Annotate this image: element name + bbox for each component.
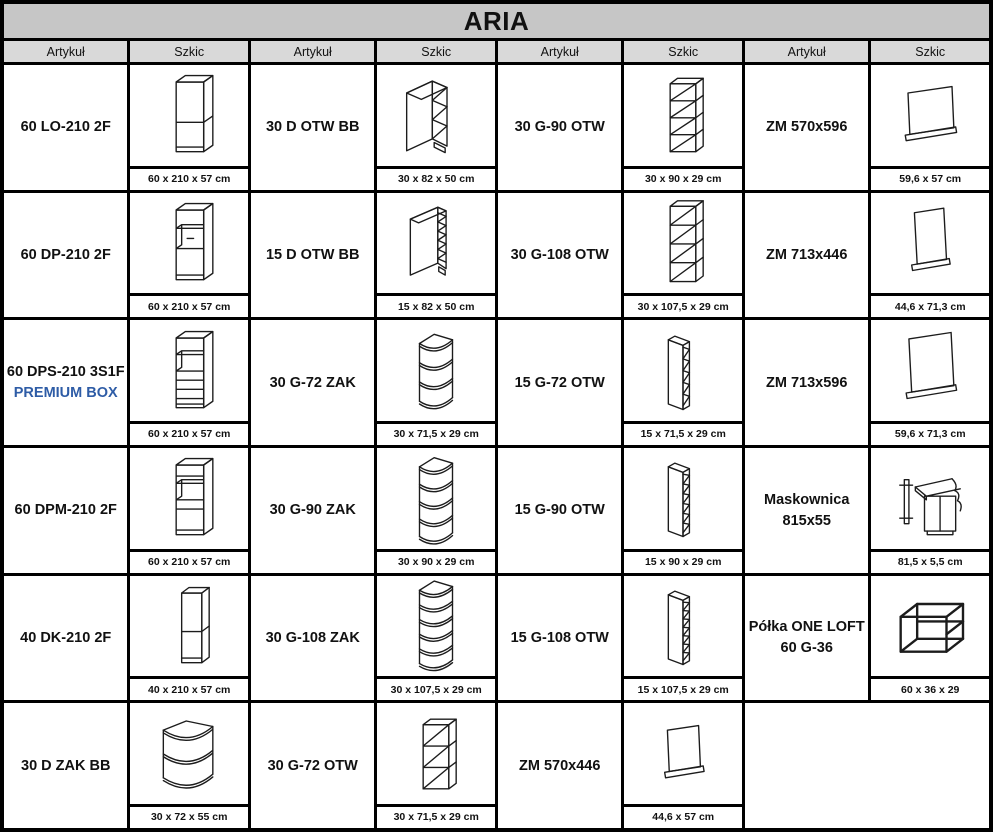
- article-label: 60 DP-210 2F: [20, 246, 111, 263]
- article-cell: [498, 576, 621, 701]
- article-cell: [251, 320, 374, 445]
- article-cell: [498, 320, 621, 445]
- sketch-cell: [130, 65, 248, 190]
- dims-caption: 30 x 107,5 x 29 cm: [377, 676, 495, 700]
- article-cell: [745, 65, 868, 190]
- article-label: 60 DPM-210 2F: [14, 502, 117, 519]
- dims-caption: 60 x 36 x 29: [871, 676, 989, 700]
- sketch-cell: [624, 576, 742, 701]
- sketch-zak-5: [377, 576, 495, 677]
- sketch-cell: [624, 320, 742, 445]
- empty-cell: [745, 703, 989, 828]
- article-label: ZM 570x596: [766, 119, 848, 136]
- article-label: 60 DPS-210 3S1F: [6, 364, 125, 381]
- article-label: 15 G-72 OTW: [514, 374, 605, 391]
- dims-caption: 44,6 x 71,3 cm: [871, 293, 989, 317]
- dims-caption: 30 x 72 x 55 cm: [130, 804, 248, 828]
- sketch-zak-4: [377, 448, 495, 549]
- dims-caption: 15 x 82 x 50 cm: [377, 293, 495, 317]
- article-cell: [745, 193, 868, 318]
- article-label: 40 DK-210 2F: [20, 629, 112, 646]
- dims-caption: 30 x 107,5 x 29 cm: [624, 293, 742, 317]
- article-label: 15 G-108 OTW: [510, 629, 609, 646]
- dims-caption: 60 x 210 x 57 cm: [130, 166, 248, 190]
- sketch-tall-lo: [130, 65, 248, 166]
- page-title: ARIA: [4, 4, 989, 38]
- article-cell: [498, 448, 621, 573]
- article-label: 30 D ZAK BB: [21, 757, 111, 774]
- article-label: ZM 713x446: [766, 246, 848, 263]
- sketch-panel-713x446: [871, 193, 989, 294]
- dims-caption: 15 x 90 x 29 cm: [624, 549, 742, 573]
- sketch-cell: [624, 65, 742, 190]
- article-sublabel: 60 G-36: [780, 640, 833, 657]
- article-cell: [251, 448, 374, 573]
- sketch-wall-otw-4: [624, 65, 742, 166]
- sketch-cell: [624, 193, 742, 318]
- dims-caption: 15 x 107,5 x 29 cm: [624, 676, 742, 700]
- article-cell: [498, 193, 621, 318]
- column-header: Szkic: [377, 41, 495, 62]
- article-cell: [4, 65, 127, 190]
- sketch-tall-dp: [130, 193, 248, 294]
- article-cell: [4, 448, 127, 573]
- article-label: 30 G-90 OTW: [514, 119, 605, 136]
- sketch-wall-otw-4h: [624, 193, 742, 294]
- sketch-narrow-otw-7: [624, 576, 742, 677]
- article-label: 15 D OTW BB: [265, 246, 360, 263]
- article-cell: [4, 703, 127, 828]
- article-sublabel: 815x55: [782, 512, 831, 529]
- sketch-cell: [130, 576, 248, 701]
- column-header: Szkic: [130, 41, 248, 62]
- article-cell: [251, 703, 374, 828]
- article-label: 30 G-108 ZAK: [265, 629, 360, 646]
- sketch-cell: [377, 576, 495, 701]
- article-label: 30 G-90 ZAK: [269, 502, 356, 519]
- article-cell: [498, 703, 621, 828]
- dims-caption: 15 x 71,5 x 29 cm: [624, 421, 742, 445]
- sketch-panel-570x596: [871, 65, 989, 166]
- sketch-tall-dps: [130, 320, 248, 421]
- dims-caption: 60 x 210 x 57 cm: [130, 421, 248, 445]
- sketch-narrow-otw-5: [624, 320, 742, 421]
- article-cell: [4, 193, 127, 318]
- article-label: ZM 570x446: [519, 757, 601, 774]
- sketch-base-otw-30: [377, 65, 495, 166]
- sketch-cell: [130, 193, 248, 318]
- sketch-cell: [377, 703, 495, 828]
- sketch-cell: [871, 448, 989, 573]
- article-cell: [498, 65, 621, 190]
- article-cell: [4, 320, 127, 445]
- article-cell: [745, 448, 868, 573]
- dims-caption: 60 x 210 x 57 cm: [130, 293, 248, 317]
- sketch-panel-570x446: [624, 703, 742, 804]
- sketch-cell: [377, 320, 495, 445]
- sketch-frame-shelf: [871, 576, 989, 677]
- article-cell: [251, 576, 374, 701]
- sketch-cell: [130, 320, 248, 445]
- sketch-cell: [130, 703, 248, 828]
- sketch-maskownica: [871, 448, 989, 549]
- dims-caption: 30 x 71,5 x 29 cm: [377, 804, 495, 828]
- article-cell: [745, 320, 868, 445]
- column-header: Artykuł: [251, 41, 374, 62]
- sketch-tall-dk: [130, 576, 248, 677]
- article-cell: [251, 65, 374, 190]
- sketch-cell: [871, 320, 989, 445]
- article-label: Półka ONE LOFT: [748, 619, 865, 636]
- article-label: 15 G-90 OTW: [514, 502, 605, 519]
- sketch-cell: [871, 576, 989, 701]
- sketch-wall-otw-3: [377, 703, 495, 804]
- dims-caption: 30 x 71,5 x 29 cm: [377, 421, 495, 445]
- sketch-panel-713x596: [871, 320, 989, 421]
- sketch-tall-dpm: [130, 448, 248, 549]
- sketch-cell: [871, 193, 989, 318]
- sketch-narrow-otw-6: [624, 448, 742, 549]
- column-header: Artykuł: [745, 41, 868, 62]
- dims-caption: 44,6 x 57 cm: [624, 804, 742, 828]
- dims-caption: 30 x 90 x 29 cm: [377, 549, 495, 573]
- dims-caption: 40 x 210 x 57 cm: [130, 676, 248, 700]
- article-label: 30 G-72 ZAK: [269, 374, 356, 391]
- article-cell: [4, 576, 127, 701]
- sketch-cell: [377, 193, 495, 318]
- dims-caption: 59,6 x 57 cm: [871, 166, 989, 190]
- article-label: 30 G-72 OTW: [267, 757, 358, 774]
- sketch-cell: [377, 448, 495, 573]
- premium-box-label: PREMIUM BOX: [13, 385, 118, 402]
- article-label: Maskownica: [764, 491, 850, 508]
- column-header: Artykuł: [498, 41, 621, 62]
- article-label: 60 LO-210 2F: [20, 119, 111, 136]
- article-cell: [251, 193, 374, 318]
- article-cell: [745, 576, 868, 701]
- sketch-cell: [130, 448, 248, 573]
- article-label: 30 G-108 OTW: [510, 246, 609, 263]
- sketch-cell: [377, 65, 495, 190]
- article-label: 30 D OTW BB: [265, 119, 360, 136]
- dims-caption: 81,5 x 5,5 cm: [871, 549, 989, 573]
- article-label: ZM 713x596: [766, 374, 848, 391]
- sketch-cell: [624, 448, 742, 573]
- column-header: Artykuł: [4, 41, 127, 62]
- dims-caption: 30 x 82 x 50 cm: [377, 166, 495, 190]
- catalog-grid: [4, 41, 989, 828]
- sketch-base-otw-15: [377, 193, 495, 294]
- dims-caption: 60 x 210 x 57 cm: [130, 549, 248, 573]
- sketch-cell: [871, 65, 989, 190]
- column-header: Szkic: [871, 41, 989, 62]
- sketch-cell: [624, 703, 742, 828]
- sketch-zak-base: [130, 703, 248, 804]
- column-header: Szkic: [624, 41, 742, 62]
- dims-caption: 59,6 x 71,3 cm: [871, 421, 989, 445]
- sketch-zak-3: [377, 320, 495, 421]
- dims-caption: 30 x 90 x 29 cm: [624, 166, 742, 190]
